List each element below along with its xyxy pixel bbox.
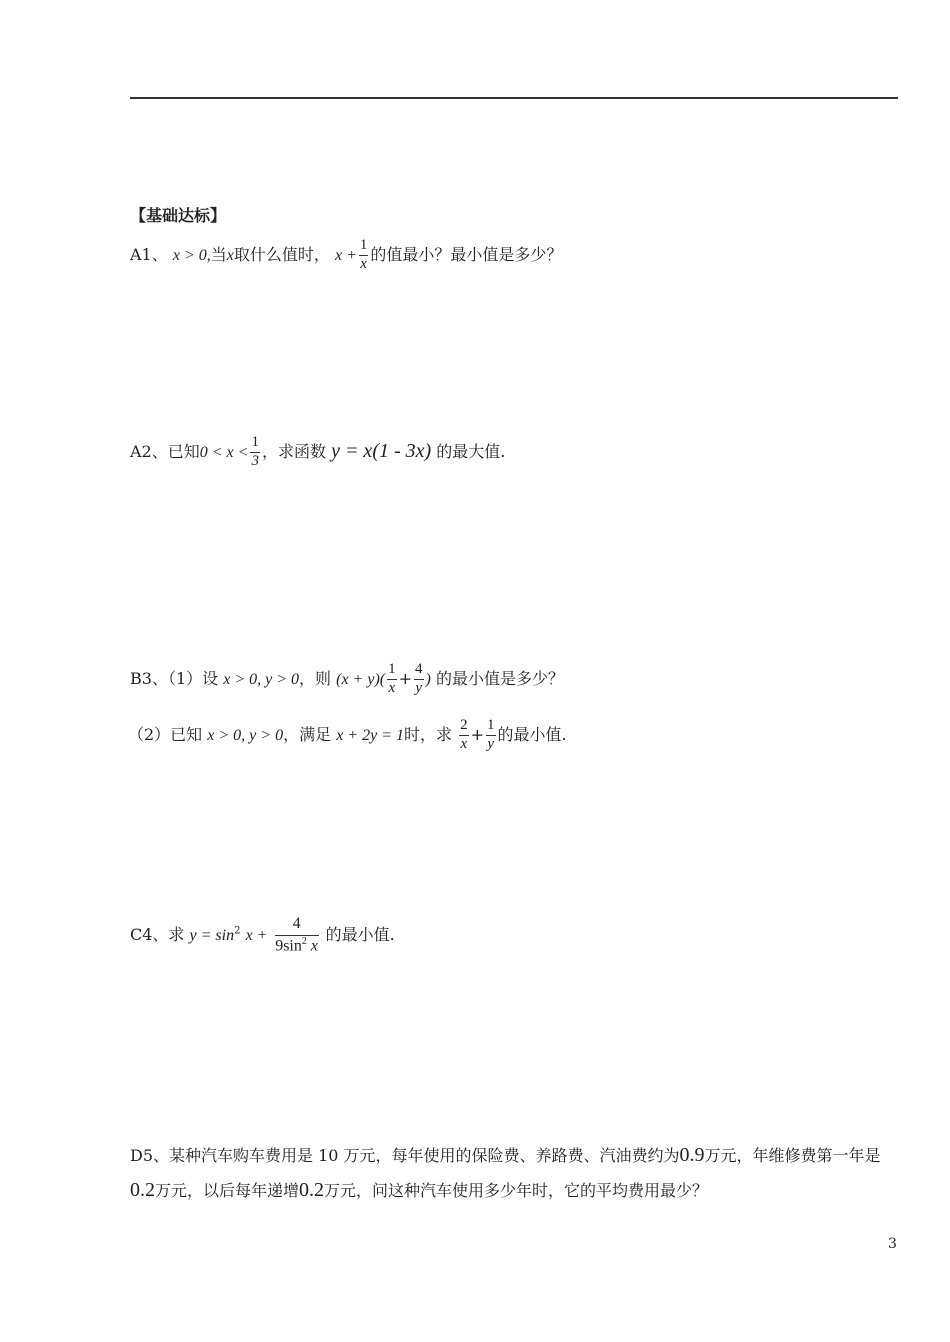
- c4-fraction-denominator: [275, 936, 318, 955]
- b3-part2-text-1: ，满足: [283, 724, 332, 744]
- b3-fraction-1-denominator: x: [388, 679, 396, 696]
- a1-label: A1、: [130, 244, 168, 264]
- b3-label: B3、（1）设: [130, 668, 219, 688]
- a1-expression: x +: [334, 246, 357, 264]
- c4-superscript: 2: [234, 925, 241, 937]
- c4-label: C4、求: [130, 924, 185, 944]
- d5-text-1: D5、某种汽车购车费用是 10 万元，每年使用的保险费、养路费、汽油费约为: [130, 1146, 680, 1165]
- d5-text-2: 万元，年维修费第一年是: [704, 1146, 881, 1165]
- a2-text-1: ，求函数: [261, 441, 326, 461]
- header-rule: [130, 97, 898, 99]
- a1-text-2: 取什么值时，: [233, 244, 330, 264]
- b3-plus: +: [398, 668, 413, 688]
- b3-part2-fraction-2-numerator: 1: [486, 718, 496, 736]
- c4-expression-a: y = sin: [189, 926, 235, 944]
- a2-fraction: [250, 435, 260, 470]
- problem-a1: [130, 238, 562, 273]
- b3-part2-fraction-1: [459, 718, 469, 753]
- b3-condition: x > 0, y > 0: [223, 670, 300, 688]
- a1-fraction: [359, 238, 369, 273]
- a1-condition: x > 0,: [172, 246, 211, 264]
- d5-text-4: 万元，问这种汽车使用多少年时，它的平均费用最少？: [324, 1181, 709, 1200]
- b3-part2-fraction-1-numerator: 2: [459, 718, 469, 736]
- b3-expression-open: (x + y)(: [336, 670, 386, 688]
- a1-variable: x: [226, 246, 234, 264]
- problem-b3-part1: [130, 662, 564, 697]
- a2-fraction-numerator: 1: [250, 435, 260, 453]
- b3-part2-plus: +: [470, 724, 484, 744]
- a2-fraction-denominator: 3: [251, 452, 259, 469]
- c4-den-a: 9sin: [275, 937, 302, 955]
- b3-text-1: ，则: [299, 668, 332, 688]
- b3-fraction-2-numerator: 4: [414, 662, 424, 680]
- b3-fraction-1-numerator: 1: [387, 662, 397, 680]
- b3-part2-fraction-1-denominator: x: [460, 735, 468, 752]
- b3-part2-fraction-2-denominator: y: [487, 735, 495, 752]
- c4-text-1: 的最小值.: [325, 924, 395, 944]
- b3-fraction-2: [414, 662, 424, 697]
- d5-value-2: 0.2: [130, 1179, 155, 1201]
- c4-den-b: x: [310, 937, 318, 955]
- section-title: 【基础达标】: [130, 206, 227, 225]
- c4-expression-b: x +: [245, 926, 268, 944]
- b3-part2-fraction-2: [486, 718, 496, 753]
- a1-fraction-numerator: 1: [359, 238, 369, 256]
- b3-expression-close: ): [425, 670, 431, 688]
- a2-text-2: 的最大值.: [436, 441, 506, 461]
- page-number: 3: [888, 1236, 897, 1252]
- b3-part2-expression: x + 2y = 1: [336, 726, 404, 744]
- c4-den-superscript: 2: [301, 935, 307, 947]
- d5-text-3: 万元，以后每年递增: [155, 1181, 300, 1200]
- b3-part2-label: （2）已知: [128, 724, 203, 744]
- problem-d5: [130, 1138, 900, 1208]
- a2-label: A2、已知: [130, 441, 200, 461]
- b3-part2-condition: x > 0, y > 0: [207, 726, 284, 744]
- problem-c4: [130, 916, 395, 955]
- b3-part2-text-3: 的最小值.: [497, 724, 567, 744]
- b3-fraction-2-denominator: y: [415, 679, 423, 696]
- a1-text-3: 的值最小？最小值是多少？: [370, 244, 563, 264]
- a2-condition: 0 < x <: [199, 443, 249, 461]
- a2-expression: y = x(1 - 3x): [331, 439, 432, 462]
- d5-value-1: 0.9: [679, 1144, 705, 1166]
- problem-b3-part2: [128, 718, 567, 753]
- b3-fraction-1: [387, 662, 397, 697]
- b3-text-2: 的最小值是多少？: [435, 668, 564, 688]
- d5-value-3: 0.2: [299, 1179, 325, 1201]
- a1-fraction-denominator: x: [360, 255, 367, 272]
- c4-fraction: [275, 916, 319, 955]
- b3-part2-text-2: 时，求: [403, 724, 452, 744]
- c4-fraction-numerator: 4: [275, 916, 319, 936]
- problem-a2: [130, 435, 505, 470]
- a1-text-1: 当: [210, 244, 227, 264]
